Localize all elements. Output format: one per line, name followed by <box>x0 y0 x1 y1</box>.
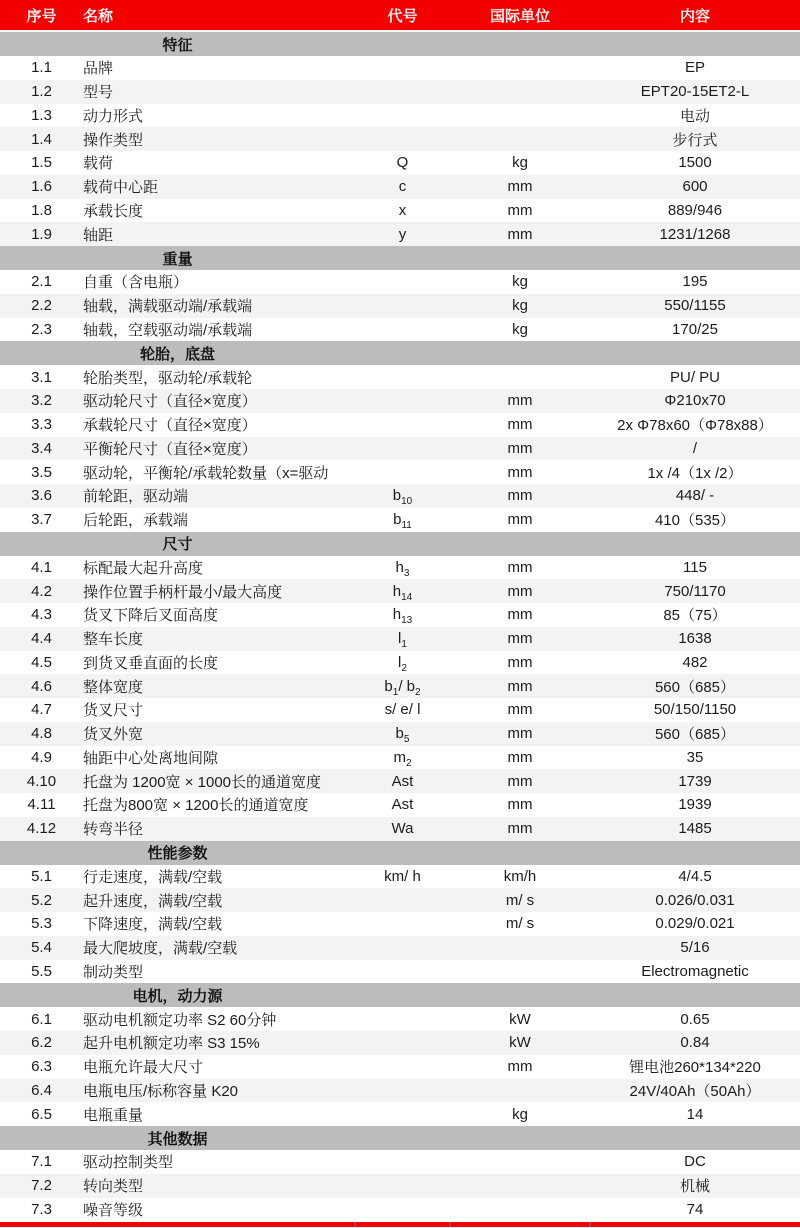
cell-no: 5.4 <box>31 939 52 957</box>
cell-symbol <box>355 796 450 813</box>
cell-no: 3.2 <box>31 392 52 410</box>
symbol-subscript: 2 <box>405 757 412 769</box>
table-body <box>0 32 800 1221</box>
cell-value: 2x Φ78x60（Φ78x88） <box>617 417 773 435</box>
cell-value: 1638 <box>678 630 712 648</box>
header-cell-name: 名称 <box>83 7 114 25</box>
cell-value: 1500 <box>678 154 712 172</box>
cell-name: 驱动控制类型 <box>83 1154 174 1172</box>
symbol-text: h <box>392 606 402 624</box>
table-row <box>0 1174 800 1198</box>
symbol-subscript: 3 <box>403 567 410 579</box>
cell-unit: mm <box>507 463 533 481</box>
cell-no: 4.5 <box>31 653 52 671</box>
section-header <box>0 246 800 270</box>
cell-unit: mm <box>507 201 533 219</box>
cell-name: 到货叉垂直面的长度 <box>83 654 219 672</box>
cell-value: 85（75） <box>663 607 727 625</box>
cell-value: 410（535） <box>654 512 736 530</box>
cell-no: 1.8 <box>31 201 52 219</box>
table-row <box>0 793 800 817</box>
cell-unit: mm <box>507 225 533 243</box>
cell-name: 起升电机额定功率 S3 15% <box>83 1035 260 1053</box>
cell-name: 操作类型 <box>83 131 144 149</box>
cell-no: 2.1 <box>31 273 52 291</box>
cell-unit: mm <box>507 178 533 196</box>
cell-unit: kW <box>509 1010 531 1028</box>
cell-name: 货叉外宽 <box>83 726 144 744</box>
cell-symbol <box>355 226 450 243</box>
cell-name: 动力形式 <box>83 107 144 125</box>
cell-symbol <box>355 677 450 698</box>
table-row <box>0 579 800 603</box>
cell-unit: mm <box>507 748 533 766</box>
cell-name: 转弯半径 <box>83 821 144 839</box>
cell-value: 1231/1268 <box>659 225 731 243</box>
cell-value: 1485 <box>678 820 712 838</box>
cell-no: 2.2 <box>31 297 52 315</box>
table-row <box>0 175 800 199</box>
cell-name: 托盘为 1200宽 × 1000长的通道宽度 <box>83 773 322 791</box>
section-title: 性能参数 <box>147 845 208 862</box>
cell-name: 承载轮尺寸（直径×宽度） <box>83 417 257 435</box>
section-header <box>0 983 800 1007</box>
cell-unit: mm <box>507 439 533 457</box>
cell-no: 6.5 <box>31 1105 52 1123</box>
cell-name: 轮胎类型，驱动轮/承载轮 <box>83 369 253 387</box>
cell-no: 4.12 <box>26 820 57 838</box>
cell-value: Electromagnetic <box>641 962 749 980</box>
table-row <box>0 318 800 342</box>
section-header <box>0 1126 800 1150</box>
table-row <box>0 437 800 461</box>
cell-no: 3.4 <box>31 439 52 457</box>
header-cell-unit: 国际单位 <box>489 7 550 25</box>
table-row <box>0 1198 800 1222</box>
cell-value: 195 <box>682 273 708 291</box>
cell-no: 5.5 <box>31 962 52 980</box>
cell-name: 整车长度 <box>83 631 144 649</box>
bottom-bar <box>0 1222 800 1227</box>
table-row <box>0 294 800 318</box>
symbol-text: x <box>398 201 407 219</box>
header-cell-no: 序号 <box>26 7 57 25</box>
cell-no: 1.5 <box>31 154 52 172</box>
cell-no: 4.7 <box>31 701 52 719</box>
table-row <box>0 389 800 413</box>
cell-no: 4.8 <box>31 725 52 743</box>
cell-name: 制动类型 <box>83 963 144 981</box>
table-row <box>0 627 800 651</box>
cell-unit: kg <box>512 1105 528 1123</box>
section-title: 重量 <box>162 250 193 268</box>
table-row <box>0 222 800 246</box>
cell-no: 7.2 <box>31 1177 52 1195</box>
cell-symbol <box>355 773 450 790</box>
table-row <box>0 556 800 580</box>
symbol-subscript: 1 <box>401 639 407 651</box>
cell-no: 6.2 <box>31 1034 52 1052</box>
cell-symbol <box>355 820 450 837</box>
cell-name: 轴距 <box>83 226 114 244</box>
cell-no: 6.3 <box>31 1058 52 1076</box>
cell-symbol <box>355 202 450 219</box>
cell-symbol <box>355 487 450 508</box>
cell-unit: mm <box>507 392 533 410</box>
cell-value: 600 <box>682 178 708 196</box>
cell-no: 3.5 <box>31 463 52 481</box>
cell-symbol <box>355 582 450 603</box>
cell-value: 750/1170 <box>664 582 726 600</box>
cell-unit: mm <box>507 606 533 624</box>
cell-name: 载荷中心距 <box>83 179 159 197</box>
cell-value: 115 <box>683 558 707 576</box>
cell-no: 5.1 <box>31 867 52 885</box>
cell-unit: m/ s <box>505 891 535 909</box>
cell-value: PU/ PU <box>669 368 720 386</box>
table-row <box>0 1031 800 1055</box>
cell-unit: mm <box>507 582 533 600</box>
table-row <box>0 817 800 841</box>
cell-value: / <box>692 439 698 457</box>
cell-name: 后轮距，承载端 <box>83 512 189 530</box>
cell-value: 24V/40Ah（50Ah） <box>629 1082 761 1100</box>
symbol-subscript: 10 <box>401 496 413 508</box>
bottom-bar-separator <box>449 1222 451 1227</box>
symbol-text: y <box>398 225 407 243</box>
cell-value: 步行式 <box>672 131 718 149</box>
symbol-text: b <box>393 511 402 529</box>
table-row <box>0 651 800 675</box>
cell-symbol <box>355 154 450 171</box>
symbol-text: km/ h <box>384 867 421 885</box>
cell-no: 4.10 <box>26 772 57 790</box>
cell-no: 4.4 <box>31 630 52 648</box>
cell-unit: mm <box>507 820 533 838</box>
cell-value: 0.026/0.031 <box>655 891 735 909</box>
cell-unit: mm <box>507 701 533 719</box>
table-row <box>0 365 800 389</box>
cell-value: EP <box>684 59 705 77</box>
cell-value: 560（685） <box>654 678 736 696</box>
bottom-bar-separator <box>589 1222 591 1227</box>
cell-name: 轴距中心处离地间隙 <box>83 749 219 767</box>
cell-value: Φ210x70 <box>664 392 726 410</box>
cell-symbol <box>355 178 450 195</box>
section-title: 电机，动力源 <box>132 987 223 1005</box>
cell-name: 转向类型 <box>83 1178 144 1196</box>
symbol-text: Wa <box>391 820 414 838</box>
cell-symbol <box>355 701 450 718</box>
section-title: 轮胎，底盘 <box>139 345 215 363</box>
table-header-row <box>0 0 800 30</box>
cell-value: 1939 <box>678 796 712 814</box>
cell-no: 4.6 <box>31 677 52 695</box>
table-row <box>0 508 800 532</box>
cell-name: 货叉下降后叉面高度 <box>83 607 219 625</box>
cell-unit: kg <box>512 297 528 315</box>
cell-value: 14 <box>686 1105 704 1123</box>
cell-value: DC <box>684 1153 706 1171</box>
symbol-text: c <box>398 178 407 196</box>
cell-no: 4.1 <box>31 558 52 576</box>
cell-name: 载荷 <box>83 155 114 173</box>
cell-no: 7.3 <box>31 1200 52 1218</box>
table-row <box>0 484 800 508</box>
symbol-subscript: 14 <box>401 591 413 603</box>
table-row <box>0 1079 800 1103</box>
symbol-text: Q <box>396 154 409 172</box>
cell-value: 550/1155 <box>664 297 726 315</box>
cell-symbol <box>355 725 450 746</box>
cell-unit: mm <box>507 511 533 529</box>
cell-no: 4.2 <box>31 582 52 600</box>
cell-unit: mm <box>507 630 533 648</box>
cell-name: 品牌 <box>83 60 114 78</box>
cell-unit: mm <box>507 487 533 505</box>
table-row <box>0 746 800 770</box>
cell-value: 0.029/0.021 <box>655 915 735 933</box>
cell-value: 1739 <box>678 772 712 790</box>
cell-unit: km/h <box>503 867 537 885</box>
header-cell-value: 内容 <box>679 7 710 25</box>
table-row <box>0 698 800 722</box>
symbol-subscript: 2 <box>415 686 421 698</box>
section-title: 特征 <box>162 36 193 54</box>
cell-symbol <box>355 630 450 651</box>
cell-name: 整体宽度 <box>83 678 144 696</box>
section-header <box>0 341 800 365</box>
cell-value: 448/ - <box>675 487 715 505</box>
section-header <box>0 532 800 556</box>
section-header <box>0 841 800 865</box>
cell-value: 889/946 <box>667 201 723 219</box>
cell-name: 驱动轮，平衡轮/承载轮数量（x=驱动 <box>83 464 329 482</box>
cell-value: 4/4.5 <box>678 867 712 885</box>
cell-name: 最大爬坡度，满载/空载 <box>83 940 238 958</box>
table-row <box>0 104 800 128</box>
cell-symbol <box>355 748 450 769</box>
cell-no: 4.11 <box>27 796 56 814</box>
cell-unit: mm <box>507 1058 533 1076</box>
table-row <box>0 199 800 223</box>
symbol-subscript: 5 <box>403 734 410 746</box>
table-row <box>0 912 800 936</box>
table-row <box>0 722 800 746</box>
cell-no: 5.3 <box>31 915 52 933</box>
cell-unit: kW <box>509 1034 531 1052</box>
cell-unit: mm <box>507 677 533 695</box>
cell-value: 74 <box>686 1200 704 1218</box>
cell-no: 1.1 <box>31 59 52 77</box>
cell-name: 操作位置手柄杆最小/最大高度 <box>83 583 283 601</box>
cell-name: 轴载，空载驱动端/承载端 <box>83 321 253 339</box>
cell-no: 1.9 <box>31 225 52 243</box>
cell-unit: mm <box>507 416 533 434</box>
table-row <box>0 127 800 151</box>
symbol-text: b <box>392 487 402 505</box>
cell-value: 锂电池260*134*220 <box>629 1059 761 1077</box>
symbol-text: s/ e/ l <box>384 701 421 719</box>
symbol-text: b <box>395 725 404 743</box>
cell-no: 3.3 <box>31 416 52 434</box>
table-row <box>0 936 800 960</box>
cell-unit: mm <box>507 653 533 671</box>
cell-unit: kg <box>512 273 528 291</box>
table-row <box>0 865 800 889</box>
cell-unit: kg <box>512 154 528 172</box>
cell-value: 35 <box>686 748 704 766</box>
symbol-subscript: 11 <box>401 520 412 532</box>
cell-value: 0.65 <box>680 1010 710 1028</box>
cell-name: 货叉尺寸 <box>83 702 144 720</box>
cell-name: 下降速度，满载/空载 <box>83 916 223 934</box>
cell-unit: mm <box>507 558 533 576</box>
cell-no: 3.7 <box>31 511 52 529</box>
cell-value: 0.84 <box>680 1034 710 1052</box>
cell-no: 3.1 <box>31 368 52 386</box>
table-row <box>0 960 800 984</box>
symbol-text: m <box>393 748 406 766</box>
cell-unit: mm <box>507 796 533 814</box>
cell-symbol <box>355 653 450 674</box>
table-row <box>0 460 800 484</box>
cell-no: 3.6 <box>31 487 52 505</box>
table-row <box>0 1055 800 1079</box>
symbol-text: Ast <box>391 772 414 790</box>
section-header <box>0 32 800 56</box>
cell-name: 标配最大起升高度 <box>83 559 204 577</box>
cell-name: 平衡轮尺寸（直径×宽度） <box>83 440 257 458</box>
symbol-text: h <box>392 582 402 600</box>
cell-name: 电瓶电压/标称容量 K20 <box>83 1082 239 1100</box>
symbol-text: / b <box>398 677 416 695</box>
table-row <box>0 56 800 80</box>
cell-name: 驱动轮尺寸（直径×宽度） <box>83 393 257 411</box>
cell-symbol <box>355 868 450 885</box>
cell-value: 482 <box>682 653 708 671</box>
cell-value: 机械 <box>679 1178 710 1196</box>
cell-name: 驱动电机额定功率 S2 60分钟 <box>83 1011 277 1029</box>
cell-no: 7.1 <box>31 1153 52 1171</box>
symbol-subscript: 13 <box>401 615 413 627</box>
table-row <box>0 769 800 793</box>
cell-symbol <box>355 606 450 627</box>
section-title: 其他数据 <box>147 1130 208 1148</box>
cell-no: 2.3 <box>31 320 52 338</box>
cell-value: 1x /4（1x /2） <box>647 464 743 482</box>
cell-value: 560（685） <box>654 726 736 744</box>
cell-no: 4.3 <box>31 606 52 624</box>
symbol-text: l <box>398 630 402 648</box>
cell-name: 自重（含电瓶） <box>83 274 189 292</box>
symbol-text: l <box>398 653 402 671</box>
cell-no: 5.2 <box>31 891 52 909</box>
cell-value: 170/25 <box>672 320 718 338</box>
cell-name: 起升速度，满载/空载 <box>83 892 223 910</box>
section-title: 尺寸 <box>162 536 193 553</box>
cell-name: 行走速度，满载/空载 <box>83 868 223 886</box>
symbol-text: h <box>395 558 404 576</box>
cell-name: 轴载，满载驱动端/承载端 <box>83 298 253 316</box>
cell-unit: mm <box>507 772 533 790</box>
symbol-text: Ast <box>391 796 414 814</box>
cell-symbol <box>355 511 450 532</box>
cell-value: 50/150/1150 <box>653 701 737 719</box>
header-cell-symbol: 代号 <box>387 7 418 25</box>
cell-no: 4.9 <box>31 748 52 766</box>
symbol-text: b <box>384 677 393 695</box>
cell-name: 前轮距，驱动端 <box>83 488 189 506</box>
cell-name: 电瓶重量 <box>83 1106 144 1124</box>
cell-unit: mm <box>507 725 533 743</box>
cell-value: EPT20-15ET2-L <box>640 83 750 101</box>
table-row <box>0 1007 800 1031</box>
table-row <box>0 1102 800 1126</box>
cell-no: 1.3 <box>31 106 52 124</box>
cell-no: 1.6 <box>31 178 52 196</box>
table-row <box>0 1150 800 1174</box>
cell-value: 5/16 <box>680 939 710 957</box>
table-row <box>0 603 800 627</box>
cell-name: 噪音等级 <box>83 1201 144 1219</box>
bottom-bar-separator <box>354 1222 356 1227</box>
table-row <box>0 80 800 104</box>
symbol-subscript: 2 <box>401 662 407 674</box>
cell-name: 托盘为800宽 × 1200长的通道宽度 <box>83 797 309 815</box>
table-row <box>0 413 800 437</box>
cell-no: 6.4 <box>31 1081 52 1099</box>
cell-symbol <box>355 558 450 579</box>
cell-name: 承载长度 <box>83 202 144 220</box>
cell-unit: kg <box>512 320 528 338</box>
cell-no: 1.4 <box>31 130 52 148</box>
cell-name: 电瓶允许最大尺寸 <box>83 1059 204 1077</box>
cell-no: 6.1 <box>31 1010 52 1028</box>
symbol-subscript: 1 <box>392 686 399 698</box>
table-row <box>0 151 800 175</box>
cell-name: 型号 <box>83 84 114 102</box>
table-row <box>0 888 800 912</box>
cell-value: 电动 <box>679 107 710 125</box>
cell-no: 1.2 <box>31 83 52 101</box>
table-row <box>0 674 800 698</box>
cell-unit: m/ s <box>505 915 535 933</box>
table-row <box>0 270 800 294</box>
